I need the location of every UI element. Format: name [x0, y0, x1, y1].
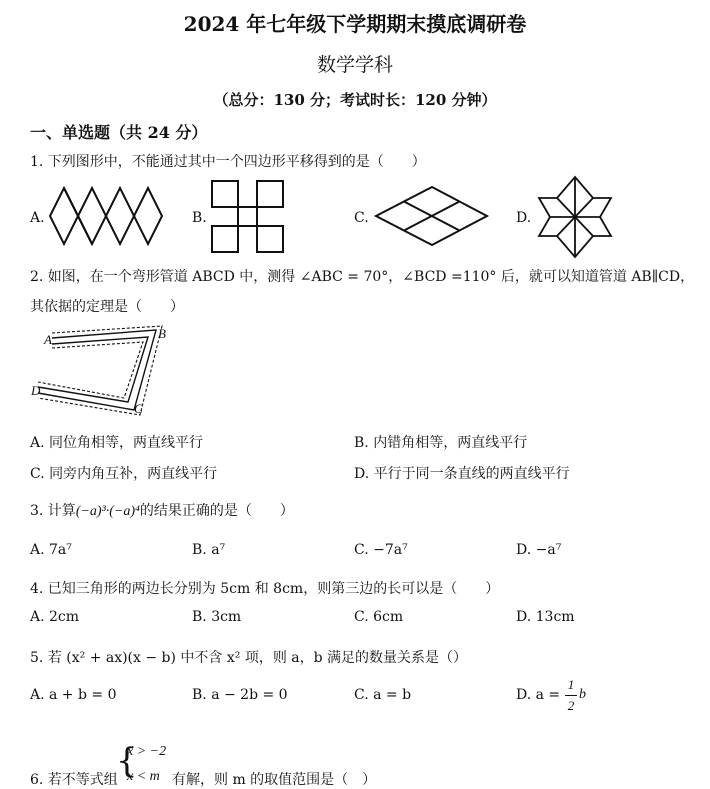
exam-title: 2024 年七年级下学期期末摸底调研卷 — [183, 12, 527, 36]
q2-label-d: D — [31, 383, 41, 398]
q3-expression: (−a)³·(−a)⁴ — [75, 504, 140, 519]
q5-option-a: A. a + b = 0 — [30, 687, 117, 703]
q2-option-b: B. 内错角相等，两直线平行 — [354, 435, 528, 451]
q5-fraction-bar — [565, 695, 577, 696]
q1-option-d-label: D. — [516, 210, 532, 226]
q3-stem-suffix: 的结果正确的是（ ） — [139, 503, 294, 519]
section-title: 一、单选题（共 24 分） — [30, 123, 208, 142]
question-1-stem: 1. 下列图形中，不能通过其中一个四边形平移得到的是（ ） — [30, 154, 426, 170]
q1-figure-a-chain-of-rhombi — [50, 186, 170, 246]
q5-option-d: D. a = — [516, 687, 561, 703]
q5-option-b: B. a − 2b = 0 — [192, 687, 288, 703]
q3-option-d: D. −a⁷ — [516, 542, 562, 558]
question-2-stem-line2: 其依据的定理是（ ） — [30, 299, 184, 315]
question-6-prefix: 6. 若不等式组 — [30, 772, 118, 788]
q3-stem-prefix: 3. 计算 — [30, 503, 76, 519]
q4-option-d: D. 13cm — [516, 609, 575, 625]
q2-label-c: C — [134, 401, 143, 416]
q1-option-a-label: A. — [30, 210, 45, 226]
q3-option-b: B. a⁷ — [192, 542, 226, 558]
q6-inequality-2: x < m — [127, 769, 160, 784]
q1-figure-b-squares — [211, 180, 285, 254]
q2-option-a: A. 同位角相等，两直线平行 — [30, 435, 204, 451]
q2-option-d: D. 平行于同一条直线的两直线平行 — [354, 466, 570, 482]
q2-label-a: A — [44, 332, 52, 347]
q2-option-c: C. 同旁内角互补，两直线平行 — [30, 466, 218, 482]
q6-inequality-1: x > −2 — [127, 744, 167, 759]
q1-option-c-label: C. — [354, 210, 369, 226]
exam-info: （总分：130 分；考试时长：120 分钟） — [213, 91, 497, 109]
q3-option-a: A. 7a⁷ — [30, 542, 72, 558]
question-5-stem: 5. 若 (x² + ax)(x − b) 中不含 x² 项，则 a，b 满足的数量关系是（） — [30, 650, 468, 666]
q1-option-b-label: B. — [192, 210, 207, 226]
q5-option-c: C. a = b — [354, 687, 412, 703]
q3-option-c: C. −7a⁷ — [354, 542, 408, 558]
q1-figure-c-rhombus-grid — [376, 186, 488, 246]
q5-fraction-denominator: 2 — [567, 698, 575, 713]
question-3-stem — [30, 500, 294, 520]
q5-option-d-suffix: b — [579, 687, 586, 702]
q4-option-c: C. 6cm — [354, 609, 404, 625]
q1-figure-d-star — [538, 176, 612, 258]
exam-subject: 数学学科 — [316, 54, 393, 76]
q2-label-b: B — [158, 326, 166, 341]
q4-option-a: A. 2cm — [30, 609, 80, 625]
question-6-suffix: 有解，则 m 的取值范围是（ ） — [172, 772, 377, 788]
q4-option-b: B. 3cm — [192, 609, 242, 625]
question-2-stem-line1: 2. 如图，在一个弯形管道 ABCD 中，测得 ∠ABC = 70°，∠BCD =110° 后，就可以知道管道 AB∥CD， — [30, 269, 695, 285]
q5-fraction-numerator: 1 — [567, 677, 575, 692]
q6-brace: { — [116, 741, 138, 781]
question-4-stem: 4. 已知三角形的两边长分别为 5cm 和 8cm，则第三边的长可以是（ ） — [30, 581, 500, 597]
